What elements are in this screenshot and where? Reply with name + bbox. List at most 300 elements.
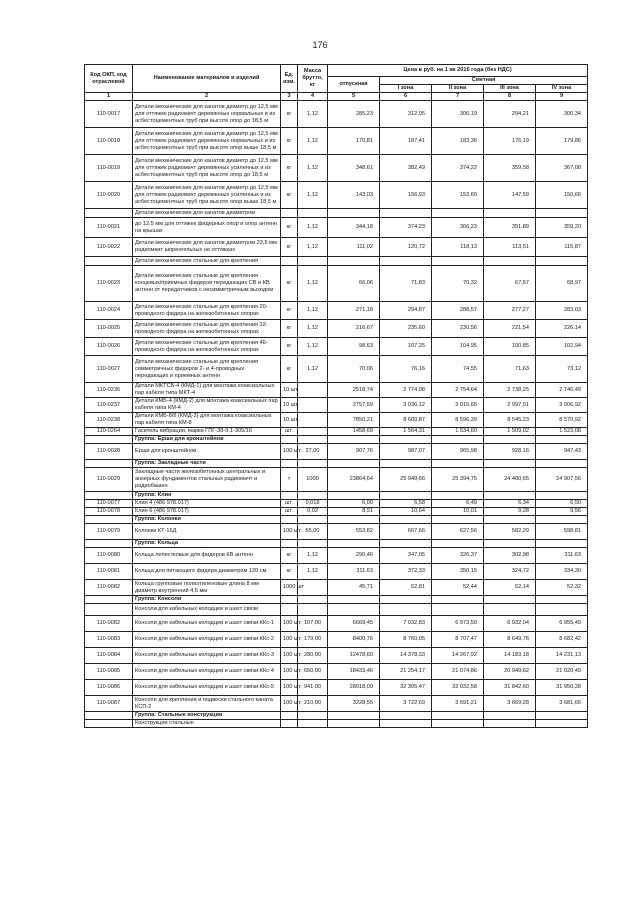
row-zone-4: 6 955,49 [536, 616, 588, 632]
row-zone-4: 179,86 [536, 128, 588, 155]
row-empty-cell [536, 516, 588, 524]
row-code: 110-0077 [85, 500, 133, 508]
row-zone-3: 2 997,91 [484, 398, 536, 413]
row-zone-4: 9,56 [536, 508, 588, 516]
row-unit: кг [281, 266, 298, 302]
row-zone-2: 74,55 [432, 356, 484, 383]
row-zone-4: 367,08 [536, 155, 588, 182]
row-code: 110-0084 [85, 648, 133, 664]
table-row [85, 632, 588, 648]
row-zone-1: 3 722,69 [380, 696, 432, 712]
group-row [85, 596, 588, 604]
row-mass: 1,12 [298, 101, 328, 128]
row-zone-3: 14 183,18 [484, 648, 536, 664]
row-name: Детали механические для канатов диаметр до 12,5 мм для оттяжек радиомачт деревянных нормальных и из асбестоцементных труб при высоте опор выше 18,5 м [133, 128, 281, 155]
row-zone-2: 3 015,65 [432, 398, 484, 413]
row-zone-2: 14 267,92 [432, 648, 484, 664]
row-zone-4: 226,14 [536, 320, 588, 338]
row-name: Детали механические стальные для крепления 46-проводного фидера на железобетонных опорах [133, 338, 281, 356]
row-empty-cell [432, 257, 484, 266]
header-mass: Масса брутто, кг [298, 65, 328, 93]
group-row [85, 712, 588, 720]
row-empty-cell [328, 257, 380, 266]
row-name: Детали механические стальные для крепления 20-проводного фидера на железобетонных опорах [133, 302, 281, 320]
header-code: Код ОКП, код отраслевой [85, 65, 133, 93]
row-empty-cell [484, 436, 536, 444]
row-empty-cell [536, 209, 588, 218]
row-empty-cell [281, 257, 298, 266]
row-zone-2: 6,49 [432, 500, 484, 508]
row-empty-cell [536, 492, 588, 500]
row-zone-3: 100,85 [484, 338, 536, 356]
row-empty-cell [281, 516, 298, 524]
row-empty-cell [298, 209, 328, 218]
row-code: 110-0082 [85, 616, 133, 632]
row-empty-cell [536, 460, 588, 468]
row-zone-1: 156,93 [380, 182, 432, 209]
row-empty-cell [484, 257, 536, 266]
row-zone-1: 10,64 [380, 508, 432, 516]
row-empty-cell [328, 540, 380, 548]
header-zone-2: II зона [432, 85, 484, 93]
subheading-title: Детали механические стальные для крепления [133, 257, 281, 266]
table-row [85, 320, 588, 338]
row-price: 7850,21 [328, 413, 380, 428]
row-empty-cell [432, 436, 484, 444]
row-empty-cell [380, 720, 432, 728]
row-unit: кг [281, 548, 298, 564]
row-zone-3: 2 738,25 [484, 383, 536, 398]
row-code: 110-0081 [85, 564, 133, 580]
row-unit: 10 шт. [281, 383, 298, 398]
group-row [85, 540, 588, 548]
row-price: 70,06 [328, 356, 380, 383]
row-mass [298, 413, 328, 428]
row-empty-cell [298, 712, 328, 720]
table-row [85, 101, 588, 128]
row-zone-3: 24 400,65 [484, 468, 536, 492]
row-zone-1: 2 774,98 [380, 383, 432, 398]
header-zone-3: III зона [484, 85, 536, 93]
row-name: Детали механические стальные для крепления 32-проводного фидера на железобетонных опорах [133, 320, 281, 338]
row-price: 311,63 [328, 564, 380, 580]
row-name: Консоли для кабельных колодцев и шахт связи ККс-5 [133, 680, 281, 696]
table-row [85, 500, 588, 508]
row-code [85, 436, 133, 444]
row-empty-cell [298, 604, 328, 616]
row-price: 1458,69 [328, 428, 380, 436]
row-empty-cell [281, 209, 298, 218]
row-price: 8,91 [328, 508, 380, 516]
row-zone-3: 3 669,28 [484, 696, 536, 712]
subheading-title: Детали механические для канатов диаметром [133, 209, 281, 218]
row-price: 170,81 [328, 128, 380, 155]
row-code: 110-0087 [85, 696, 133, 712]
header-smetnaya: Сметная [380, 77, 588, 85]
row-empty-cell [328, 209, 380, 218]
subheading-row [85, 604, 588, 616]
row-zone-3: 6,34 [484, 500, 536, 508]
group-title: Группа: Кольца [133, 540, 281, 548]
row-mass [298, 398, 328, 413]
group-title: Группа: Ерши для кронштейнов [133, 436, 281, 444]
row-mass: 55,00 [298, 524, 328, 540]
row-empty-cell [484, 460, 536, 468]
row-empty-cell [298, 460, 328, 468]
row-zone-4: 3 006,92 [536, 398, 588, 413]
row-mass: 1,12 [298, 155, 328, 182]
row-empty-cell [328, 460, 380, 468]
row-price: 12478,60 [328, 648, 380, 664]
row-code: 110-0018 [85, 128, 133, 155]
row-empty-cell [298, 257, 328, 266]
row-code: 110-0082 [85, 580, 133, 596]
colnum: 9 [536, 93, 588, 101]
row-zone-4: 115,87 [536, 238, 588, 257]
row-mass: 1000 [298, 468, 328, 492]
row-zone-2: 104,95 [432, 338, 484, 356]
row-name: Кольца лепестковые для фидеров КВ антенн [133, 548, 281, 564]
row-zone-2: 183,36 [432, 128, 484, 155]
row-mass: 1,12 [298, 548, 328, 564]
table-row [85, 696, 588, 712]
row-zone-4: 73,12 [536, 356, 588, 383]
group-title: Группа: Клин [133, 492, 281, 500]
table-row [85, 383, 588, 398]
row-unit: кг [281, 155, 298, 182]
row-mass: 0,02 [298, 508, 328, 516]
row-mass: 1,12 [298, 182, 328, 209]
header-name: Наименование материалов и изделий [133, 65, 281, 93]
header-zone-1: I зона [380, 85, 432, 93]
table-row [85, 680, 588, 696]
table-row [85, 302, 588, 320]
row-name: Колонки КТ-16Д [133, 524, 281, 540]
row-price: 111,02 [328, 238, 380, 257]
row-zone-2: 21 074,86 [432, 664, 484, 680]
row-zone-1: 294,87 [380, 302, 432, 320]
row-zone-2: 8 707,47 [432, 632, 484, 648]
row-name: Консоли для кабельных колодцев и шахт связи ККс-2 [133, 632, 281, 648]
row-code: 110-0083 [85, 632, 133, 648]
row-zone-1: 372,33 [380, 564, 432, 580]
row-empty-cell [536, 604, 588, 616]
group-row [85, 516, 588, 524]
row-zone-3: 8 649,76 [484, 632, 536, 648]
row-zone-3: 351,89 [484, 218, 536, 238]
header-zone-4: IV зона [536, 85, 588, 93]
row-name: Ерши для кронштейнов [133, 444, 281, 460]
row-code: 110-0025 [85, 320, 133, 338]
row-name: Гаситель вибрации, марки ГПГ-38-9,1-305/16 [133, 428, 281, 436]
row-zone-3: 294,21 [484, 101, 536, 128]
row-mass: 107,00 [298, 616, 328, 632]
row-unit: 10 шт. [281, 413, 298, 428]
row-zone-3: 1 509,02 [484, 428, 536, 436]
row-code: 110-0079 [85, 524, 133, 540]
row-empty-cell [536, 596, 588, 604]
row-zone-1: 76,16 [380, 356, 432, 383]
row-zone-2: 1 534,60 [432, 428, 484, 436]
row-code: 110-0024 [85, 302, 133, 320]
row-name: Консоли для кабельных колодцев и шахт связи ККс-3 [133, 648, 281, 664]
row-empty-cell [328, 604, 380, 616]
colnum: 3 [281, 93, 298, 101]
row-zone-1: 25 949,66 [380, 468, 432, 492]
row-mass: 210,00 [298, 696, 328, 712]
row-empty-cell [281, 540, 298, 548]
row-code [85, 604, 133, 616]
row-name: Детали механические стальные для крепления концевых/приемных фидеров передающих СВ и КВ антенн от передатчиков с несимметричным выходом [133, 266, 281, 302]
row-zone-4: 68,97 [536, 266, 588, 302]
row-zone-3: 302,98 [484, 548, 536, 564]
row-price: 907,76 [328, 444, 380, 460]
row-zone-3: 582,29 [484, 524, 536, 540]
row-zone-4: 2 746,49 [536, 383, 588, 398]
row-zone-2: 6 973,50 [432, 616, 484, 632]
row-zone-4: 6,50 [536, 500, 588, 508]
group-title: Группа: Колонки [133, 516, 281, 524]
row-code: 110-0022 [85, 238, 133, 257]
subheading-row [85, 209, 588, 218]
row-name: Клин 6 (486 978.017) [133, 508, 281, 516]
row-unit: 100 шт. [281, 632, 298, 648]
row-empty-cell [328, 516, 380, 524]
row-name: Консоли для кабельных колодцев и шахт связи ККс-4 [133, 664, 281, 680]
group-title: Группа: Консоли [133, 596, 281, 604]
row-mass: 941,00 [298, 680, 328, 696]
row-zone-1: 6,58 [380, 500, 432, 508]
row-unit: кг [281, 218, 298, 238]
row-empty-cell [484, 492, 536, 500]
row-empty-cell [380, 436, 432, 444]
row-code: 110-0236 [85, 383, 133, 398]
row-unit: кг [281, 182, 298, 209]
colnum: 5 [328, 93, 380, 101]
row-mass: 1,12 [298, 338, 328, 356]
subheading-title: Конструкции стальные [133, 720, 281, 728]
row-code: 110-0020 [85, 182, 133, 209]
row-code [85, 516, 133, 524]
row-price: 98,63 [328, 338, 380, 356]
table-row [85, 524, 588, 540]
row-price: 216,67 [328, 320, 380, 338]
row-name: Детали КМБ-8/6 (КМД-3) для монтажа коаксиальных пар кабеля типа КМ-8 [133, 413, 281, 428]
row-unit: кг [281, 356, 298, 383]
row-empty-cell [281, 604, 298, 616]
row-zone-4: 8 570,92 [536, 413, 588, 428]
row-zone-3: 8 545,23 [484, 413, 536, 428]
row-zone-1: 120,72 [380, 238, 432, 257]
row-unit: 100 шт. [281, 696, 298, 712]
group-row [85, 492, 588, 500]
row-zone-2: 627,56 [432, 524, 484, 540]
row-zone-3: 67,57 [484, 266, 536, 302]
row-zone-3: 359,58 [484, 155, 536, 182]
row-empty-cell [536, 540, 588, 548]
row-empty-cell [432, 460, 484, 468]
row-empty-cell [432, 712, 484, 720]
row-zone-3: 928,16 [484, 444, 536, 460]
row-empty-cell [536, 712, 588, 720]
table-row [85, 564, 588, 580]
row-price: 66,06 [328, 266, 380, 302]
table-row [85, 428, 588, 436]
row-zone-3: 71,63 [484, 356, 536, 383]
row-unit: кг [281, 302, 298, 320]
row-zone-4: 52,32 [536, 580, 588, 596]
row-name: Детали механические для канатов диаметром 23,5 мм радиомачт шпренгельных не оттяжках [133, 238, 281, 257]
row-zone-4: 283,03 [536, 302, 588, 320]
row-zone-4: 8 682,42 [536, 632, 588, 648]
row-zone-1: 32 305,47 [380, 680, 432, 696]
row-empty-cell [484, 209, 536, 218]
row-name: Закладные части железобетонных центральных и анкерных фундаментов стальных радиомачт и радиобашен [133, 468, 281, 492]
row-empty-cell [484, 604, 536, 616]
row-code: 110-0080 [85, 548, 133, 564]
row-name: Детали МКТСБ-4 (КМД-1) для монтажа коаксиальных пар кабеля типа МКТ-4 [133, 383, 281, 398]
table-row [85, 338, 588, 356]
row-empty-cell [328, 436, 380, 444]
row-zone-2: 25 394,75 [432, 468, 484, 492]
row-code: 110-0264 [85, 428, 133, 436]
row-zone-1: 14 378,33 [380, 648, 432, 664]
colnum: 6 [380, 93, 432, 101]
table-row [85, 580, 588, 596]
row-code [85, 720, 133, 728]
row-empty-cell [380, 257, 432, 266]
row-zone-2: 374,22 [432, 155, 484, 182]
row-empty-cell [298, 492, 328, 500]
row-name: Кольца для питающего фидера диаметром 120 см [133, 564, 281, 580]
row-empty-cell [432, 516, 484, 524]
row-mass: 1,12 [298, 238, 328, 257]
row-name: Детали механические для канатов диаметр до 12,5 мм для оттяжек радиомачт деревянных нормальных и из асбестоцементных труб при высоте опор до 18,5 м [133, 101, 281, 128]
row-zone-4: 359,20 [536, 218, 588, 238]
row-price: 6669,45 [328, 616, 380, 632]
row-mass [298, 428, 328, 436]
table-row [85, 413, 588, 428]
row-zone-2: 153,60 [432, 182, 484, 209]
table-row [85, 508, 588, 516]
row-zone-4: 102,94 [536, 338, 588, 356]
row-empty-cell [281, 492, 298, 500]
row-zone-1: 347,05 [380, 548, 432, 564]
row-zone-1: 382,49 [380, 155, 432, 182]
group-row [85, 436, 588, 444]
row-empty-cell [484, 712, 536, 720]
row-code: 110-0237 [85, 398, 133, 413]
row-unit: кг [281, 238, 298, 257]
row-zone-1: 3 036,12 [380, 398, 432, 413]
row-code [85, 460, 133, 468]
row-price: 18433,46 [328, 664, 380, 680]
row-empty-cell [380, 712, 432, 720]
row-mass: 1,12 [298, 128, 328, 155]
table-row [85, 128, 588, 155]
row-zone-1: 235,60 [380, 320, 432, 338]
row-code: 110-0026 [85, 338, 133, 356]
row-code: 110-0017 [85, 101, 133, 128]
row-code: 110-0078 [85, 508, 133, 516]
row-empty-cell [328, 492, 380, 500]
row-mass: 1,12 [298, 266, 328, 302]
row-unit: 100 шт. [281, 664, 298, 680]
row-empty-cell [484, 720, 536, 728]
row-zone-2: 965,98 [432, 444, 484, 460]
row-empty-cell [380, 516, 432, 524]
row-unit: 100 шт. [281, 524, 298, 540]
row-empty-cell [298, 596, 328, 604]
table-row [85, 398, 588, 413]
row-zone-4: 598,81 [536, 524, 588, 540]
row-unit: шт. [281, 500, 298, 508]
table-row [85, 238, 588, 257]
row-zone-1: 187,41 [380, 128, 432, 155]
row-empty-cell [536, 257, 588, 266]
row-code: 110-0019 [85, 155, 133, 182]
row-code [85, 540, 133, 548]
page-number: 176 [312, 40, 328, 50]
row-zone-1: 374,23 [380, 218, 432, 238]
row-empty-cell [281, 460, 298, 468]
row-name: Детали механические для канатов диаметр до 12,5 мм для оттяжек радиомачт деревянных усиленных и из асбестоцементных труб при высоте опор выше 18,5 м [133, 182, 281, 209]
row-mass: 1,12 [298, 564, 328, 580]
row-unit: кг [281, 320, 298, 338]
row-mass: 1,12 [298, 218, 328, 238]
row-empty-cell [281, 720, 298, 728]
row-unit: 100 шт. [281, 444, 298, 460]
table-row [85, 468, 588, 492]
header-unit: Ед. изм. [281, 65, 298, 93]
group-title: Группа: Стальные конструкции [133, 712, 281, 720]
row-zone-1: 987,07 [380, 444, 432, 460]
row-zone-3: 52,14 [484, 580, 536, 596]
row-zone-4: 334,30 [536, 564, 588, 580]
row-name: до 12,5 мм для оттяжек фидерных опор и опор антенн на крышах [133, 218, 281, 238]
row-mass: 0,018 [298, 500, 328, 508]
row-empty-cell [298, 436, 328, 444]
row-mass: 280,00 [298, 648, 328, 664]
row-unit: т [281, 468, 298, 492]
row-unit: 100 шт. [281, 648, 298, 664]
row-zone-2: 32 032,58 [432, 680, 484, 696]
row-empty-cell [380, 604, 432, 616]
row-zone-1: 312,95 [380, 101, 432, 128]
row-code: 110-0021 [85, 218, 133, 238]
row-zone-2: 230,56 [432, 320, 484, 338]
row-empty-cell [298, 720, 328, 728]
colnum: 8 [484, 93, 536, 101]
row-unit: шт. [281, 508, 298, 516]
row-unit: 100 шт. [281, 680, 298, 696]
row-zone-2: 288,57 [432, 302, 484, 320]
row-zone-4: 150,66 [536, 182, 588, 209]
colnum: 2 [133, 93, 281, 101]
row-name: Консоли для кабельных колодцев и шахт связи ККс-1 [133, 616, 281, 632]
row-empty-cell [484, 596, 536, 604]
row-empty-cell [281, 596, 298, 604]
row-zone-2: 8 596,39 [432, 413, 484, 428]
row-unit: кг [281, 564, 298, 580]
row-name: Консоли для крепления и подвески стального каната КСП-2 [133, 696, 281, 712]
row-unit: кг [281, 338, 298, 356]
row-empty-cell [432, 492, 484, 500]
row-zone-1: 667,66 [380, 524, 432, 540]
row-zone-1: 52,81 [380, 580, 432, 596]
table-row [85, 664, 588, 680]
table-row [85, 356, 588, 383]
